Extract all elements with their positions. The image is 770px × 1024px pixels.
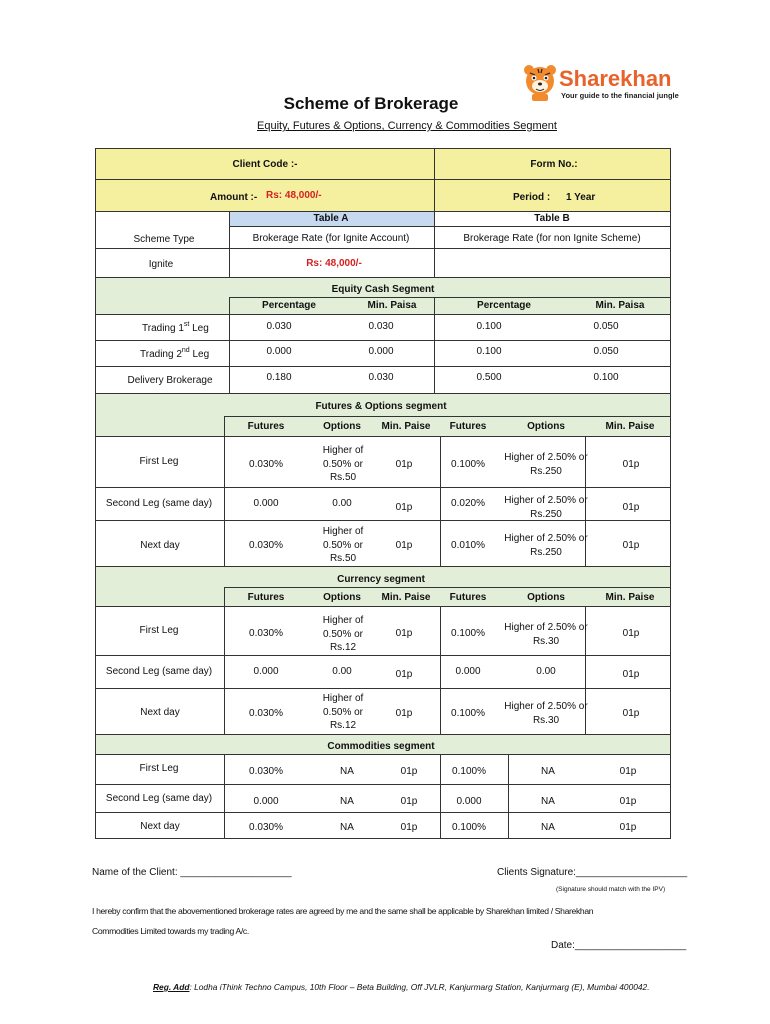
currency-cell: 01p — [622, 708, 640, 719]
currency-cell: 0.00 — [332, 666, 352, 677]
equity-cell: 0.100 — [476, 346, 502, 357]
currency-cell: 0.100% — [451, 708, 485, 719]
ignite-label: Ignite — [148, 259, 174, 270]
commodities-cell: 0.030% — [249, 822, 283, 833]
equity-cell: 0.030 — [266, 321, 292, 332]
equity-cell: 0.000 — [266, 346, 292, 357]
equity-cell: 0.030 — [368, 372, 394, 383]
commodities-cell: 01p — [619, 796, 637, 807]
commodities-cell: 01p — [619, 766, 637, 777]
fno-cell: 0.000 — [253, 498, 279, 509]
commodities-cell: 0.100% — [452, 822, 486, 833]
fno-cell: 01p — [395, 459, 413, 470]
reg-add-text: : Lodha iThink Techno Campus, 10th Floor – Beta Building, Off JVLR, Kanjurmarg Station, Kanjurmarg (E), Mumbai 400042. — [189, 982, 650, 992]
equity-row-label: Trading 1st Leg — [142, 321, 209, 334]
fno-col-header: Options — [323, 421, 361, 432]
commodities-cell: 01p — [400, 796, 418, 807]
fno-cell: 01p — [622, 540, 640, 551]
table-a-label: Table A — [313, 213, 349, 224]
currency-cell: 01p — [395, 708, 413, 719]
scheme-type-label: Scheme Type — [133, 234, 195, 245]
currency-row-label: Second Leg (same day) — [105, 666, 213, 677]
currency-cell: 01p — [395, 628, 413, 639]
currency-segment-title: Currency segment — [337, 574, 425, 585]
equity-cell: 0.050 — [593, 321, 619, 332]
equity-cell: 0.030 — [368, 321, 394, 332]
equity-cell: 0.180 — [266, 372, 292, 383]
currency-cell: 0.000 — [253, 666, 279, 677]
currency-cell: 0.00 — [536, 666, 556, 677]
fno-cell: 0.030% — [249, 459, 283, 470]
fno-cell: 01p — [622, 459, 640, 470]
currency-cell: Higher of 2.50% or Rs.30 — [504, 622, 588, 647]
client-signature-field[interactable]: Clients Signature:____________________ — [497, 867, 688, 878]
currency-cell: Higher of 0.50% or Rs.12 — [322, 693, 364, 731]
period-value: 1 Year — [566, 192, 596, 203]
currency-cell: 01p — [622, 669, 640, 680]
fno-cell: Higher of 2.50% or Rs.250 — [504, 495, 588, 520]
fno-col-header: Min. Paise — [605, 421, 655, 432]
fno-cell: 0.030% — [249, 540, 283, 551]
commodities-row-label: Second Leg (same day) — [105, 793, 213, 804]
commodities-cell: 01p — [619, 822, 637, 833]
fno-cell: Higher of 2.50% or Rs.250 — [504, 533, 588, 558]
sharekhan-logo — [522, 64, 702, 104]
fno-cell: 01p — [622, 502, 640, 513]
confirmation-text-cont: Commodities Limited towards my trading A/c. — [92, 926, 249, 936]
equity-cell: 0.000 — [368, 346, 394, 357]
equity-col-header: Min. Paisa — [367, 300, 417, 311]
signature-note: (Signature should match with the IPV) — [556, 886, 666, 893]
currency-col-header: Futures — [449, 592, 487, 603]
fno-cell: 0.100% — [451, 459, 485, 470]
client-name-field[interactable]: Name of the Client: ____________________ — [92, 867, 292, 878]
currency-row-label: First Leg — [139, 625, 179, 636]
currency-cell: 01p — [395, 669, 413, 680]
page-subtitle: Equity, Futures & Options, Currency & Commodities Segment — [257, 120, 557, 132]
rate-b-label: Brokerage Rate (for non Ignite Scheme) — [463, 233, 641, 244]
fno-segment-title: Futures & Options segment — [315, 401, 447, 412]
rate-a-label: Brokerage Rate (for Ignite Account) — [252, 233, 410, 244]
currency-col-header: Min. Paise — [605, 592, 655, 603]
currency-col-header: Futures — [247, 592, 285, 603]
fno-row-label: First Leg — [139, 456, 179, 467]
fno-col-header: Futures — [247, 421, 285, 432]
currency-col-header: Options — [323, 592, 361, 603]
ignite-value: Rs: 48,000/- — [306, 258, 362, 269]
fno-col-header: Min. Paise — [381, 421, 431, 432]
currency-cell: 0.030% — [249, 708, 283, 719]
amount-value: Rs: 48,000/- — [266, 190, 322, 201]
form-no-label: Form No.: — [530, 159, 578, 170]
fno-cell: Higher of 2.50% or Rs.250 — [504, 452, 588, 477]
commodities-cell: NA — [340, 766, 354, 777]
page-title: Scheme of Brokerage — [283, 94, 459, 113]
currency-col-header: Options — [527, 592, 565, 603]
equity-cell: 0.500 — [476, 372, 502, 383]
currency-col-header: Min. Paise — [381, 592, 431, 603]
commodities-cell: 0.000 — [456, 796, 482, 807]
commodities-cell: NA — [340, 796, 354, 807]
equity-col-header: Percentage — [477, 300, 531, 311]
commodities-cell: 0.100% — [452, 766, 486, 777]
currency-cell: Higher of 0.50% or Rs.12 — [322, 615, 364, 653]
brand-name: Sharekhan — [559, 66, 672, 91]
fno-cell: 01p — [395, 540, 413, 551]
fno-cell: 0.010% — [451, 540, 485, 551]
client-code-label: Client Code :- — [232, 159, 298, 170]
fno-cell: 0.020% — [451, 498, 485, 509]
currency-cell: 0.000 — [455, 666, 481, 677]
currency-row-label: Next day — [140, 707, 180, 718]
equity-row-label: Delivery Brokerage — [127, 375, 213, 386]
equity-segment-title: Equity Cash Segment — [331, 284, 435, 295]
equity-cell: 0.050 — [593, 346, 619, 357]
equity-cell: 0.100 — [476, 321, 502, 332]
fno-cell: 0.00 — [332, 498, 352, 509]
commodities-cell: 0.030% — [249, 766, 283, 777]
period-label: Period : — [513, 192, 551, 203]
equity-row-label: Trading 2nd Leg — [140, 347, 210, 360]
currency-cell: Higher of 2.50% or Rs.30 — [504, 701, 588, 726]
commodities-row-label: Next day — [140, 821, 180, 832]
commodities-cell: NA — [541, 796, 555, 807]
fno-row-label: Next day — [140, 540, 180, 551]
commodities-segment-title: Commodities segment — [327, 741, 435, 752]
registered-address — [153, 982, 650, 992]
fno-row-label: Second Leg (same day) — [105, 498, 213, 509]
amount-label: Amount :- — [210, 192, 258, 203]
brand-tagline: Your guide to the financial jungle — [561, 91, 679, 100]
currency-cell: 0.030% — [249, 628, 283, 639]
fno-cell: 01p — [395, 502, 413, 513]
table-b-label: Table B — [534, 213, 570, 224]
equity-col-header: Min. Paisa — [595, 300, 645, 311]
commodities-cell: NA — [541, 766, 555, 777]
commodities-row-label: First Leg — [139, 763, 179, 774]
fno-cell: Higher of 0.50% or Rs.50 — [322, 526, 364, 564]
commodities-cell: 0.000 — [253, 796, 279, 807]
confirmation-text: I hereby confirm that the abovementioned brokerage rates are agreed by me and the same shall be applicable by Sharekhan limited / Sharekhan — [92, 906, 594, 916]
equity-cell: 0.100 — [593, 372, 619, 383]
currency-cell: 0.100% — [451, 628, 485, 639]
commodities-cell: NA — [541, 822, 555, 833]
commodities-cell: NA — [340, 822, 354, 833]
fno-col-header: Options — [527, 421, 565, 432]
equity-col-header: Percentage — [262, 300, 316, 311]
commodities-cell: 01p — [400, 766, 418, 777]
tiger-mascot-icon — [522, 64, 558, 102]
date-field[interactable]: Date:____________________ — [551, 940, 687, 951]
currency-cell: 01p — [622, 628, 640, 639]
fno-cell: Higher of 0.50% or Rs.50 — [322, 445, 364, 483]
reg-add-label: Reg. Add — [153, 982, 190, 992]
fno-col-header: Futures — [449, 421, 487, 432]
commodities-cell: 01p — [400, 822, 418, 833]
